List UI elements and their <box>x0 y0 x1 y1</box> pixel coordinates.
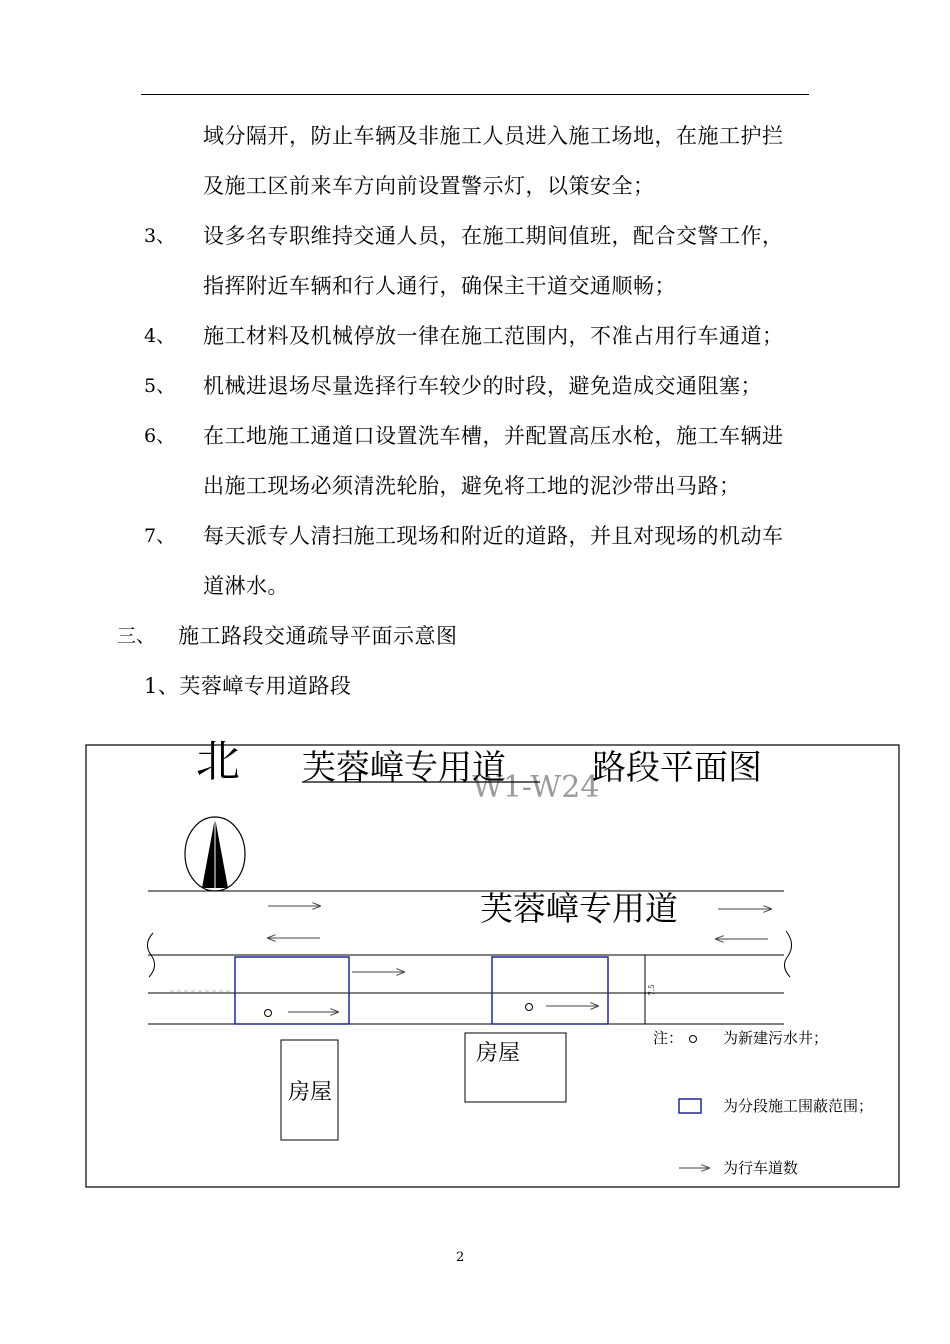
house-label: 房屋 <box>476 1041 521 1066</box>
legend-arrow-text: 为行车道数 <box>723 1159 799 1177</box>
item-number: 3、 <box>144 225 176 247</box>
item-number: 6、 <box>144 425 176 447</box>
text-line: 道淋水。 <box>203 574 289 598</box>
text-line: 及施工区前来车方向前设置警示灯，以策安全； <box>203 174 655 198</box>
sewer-well-icon <box>526 1004 533 1011</box>
text-line: 域分隔开，防止车辆及非施工人员进入施工场地，在施工护拦 <box>203 124 784 148</box>
diagram-title-right: 路段平面图 <box>592 748 762 788</box>
section-title: 施工路段交通疏导平面示意图 <box>178 624 458 648</box>
section-number: 三、 <box>117 625 156 647</box>
legend-note: 注： <box>653 1029 684 1047</box>
item-number: 7、 <box>144 525 176 547</box>
north-label: 北 <box>196 736 240 787</box>
diagram-title-left: 芙蓉嶂专用道 <box>302 748 506 788</box>
subsection-title: 1、芙蓉嶂专用道路段 <box>144 674 352 698</box>
road-label: 芙蓉嶂专用道 <box>480 889 678 928</box>
text-line: 在工地施工通道口设置洗车槽，并配置高压水枪，施工车辆进 <box>203 424 784 448</box>
compass-icon <box>185 817 245 891</box>
width-dimension-label: 7.5 <box>648 984 656 996</box>
legend-fence-icon <box>679 1099 701 1113</box>
item-number: 5、 <box>144 375 176 397</box>
text-line: 设多名专职维持交通人员，在施工期间值班，配合交警工作， <box>203 224 784 248</box>
fence-zone-1 <box>235 957 349 1024</box>
text-line: 指挥附近车辆和行人通行，确保主干道交通顺畅； <box>203 274 676 298</box>
page-number: 2 <box>456 1250 465 1265</box>
fence-zone-2 <box>492 957 608 1024</box>
text-line: 施工材料及机械停放一律在施工范围内，不准占用行车通道； <box>203 324 784 348</box>
road-break-right <box>784 931 791 977</box>
legend-well-text: 为新建污水井； <box>723 1029 829 1047</box>
text-line: 出施工现场必须清洗轮胎，避免将工地的泥沙带出马路； <box>203 474 741 498</box>
legend-well-icon <box>690 1036 697 1043</box>
title-overlay: W1-W24 <box>472 770 600 805</box>
sewer-well-icon <box>265 1010 272 1017</box>
text-line: 每天派专人清扫施工现场和附近的道路，并且对现场的机动车 <box>203 524 784 548</box>
item-number: 4、 <box>144 325 176 347</box>
house-label: 房屋 <box>288 1080 333 1105</box>
legend-fence-text: 为分段施工围蔽范围； <box>723 1097 874 1115</box>
text-line: 机械进退场尽量选择行车较少的时段，避免造成交通阻塞； <box>203 374 762 398</box>
